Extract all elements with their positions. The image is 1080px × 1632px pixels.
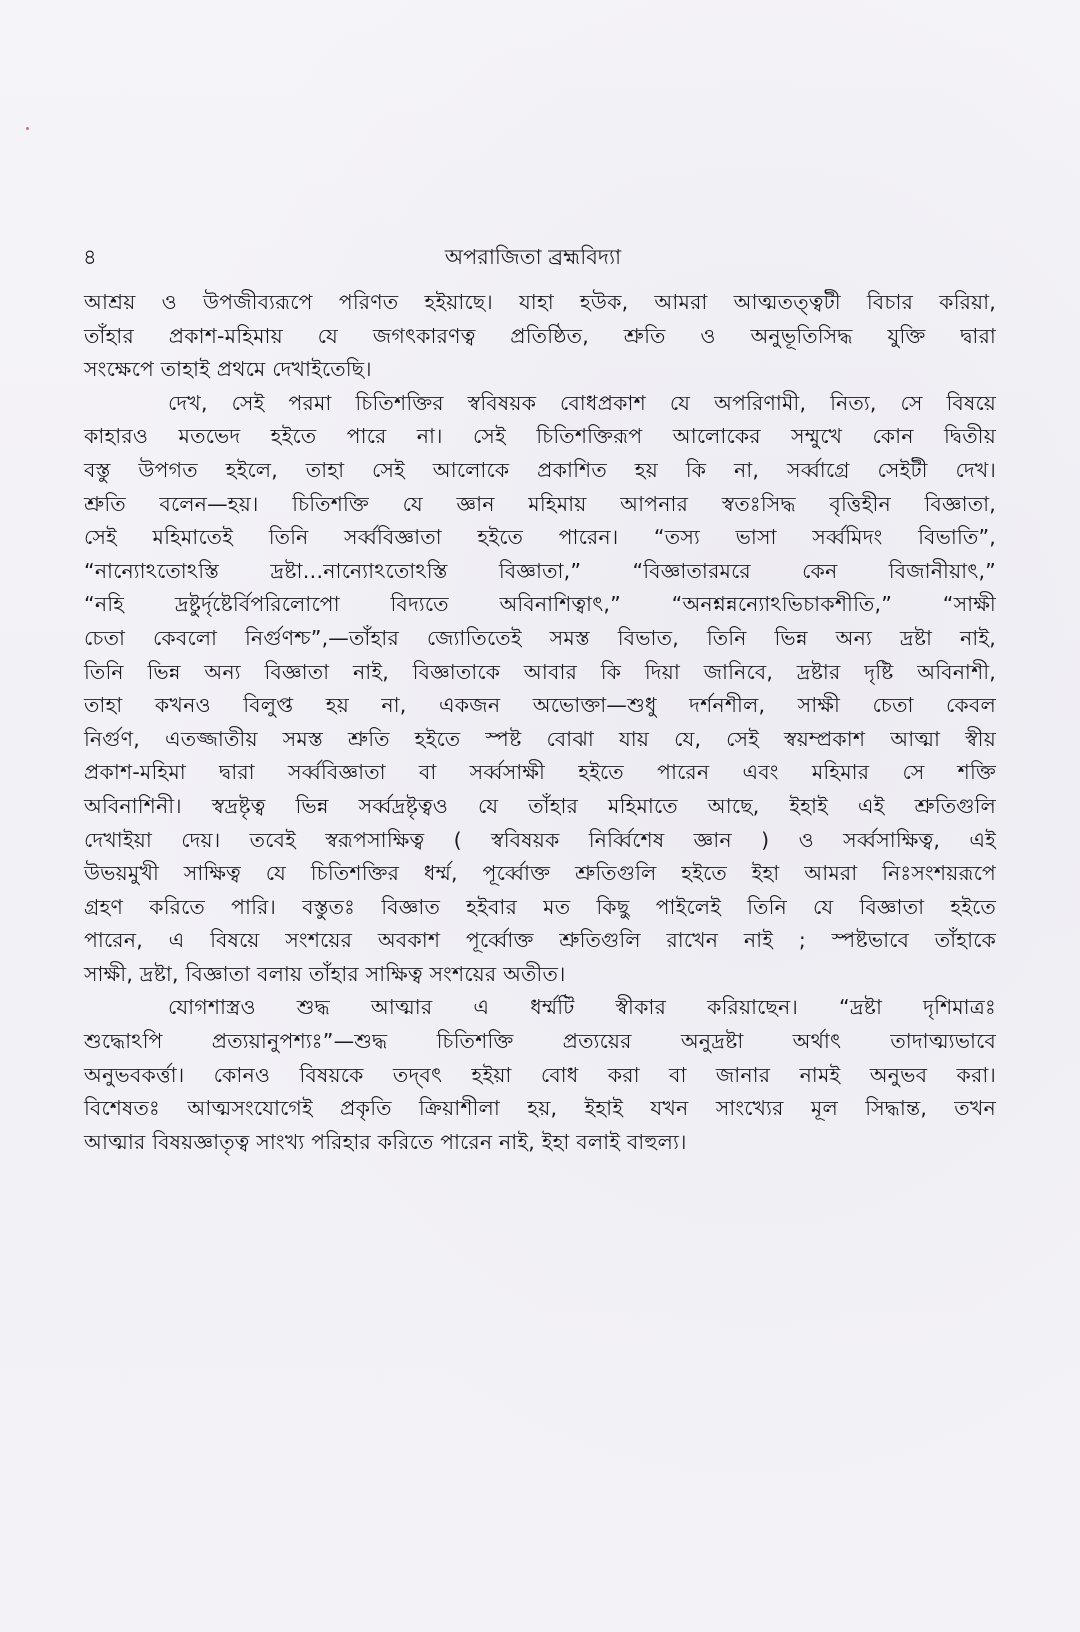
text-line: দেখাইয়া দেয়। তবেই স্বরূপসাক্ষিত্ব ( স্ববিষয়ক নির্ব্বিশেষ জ্ঞান ) ও সর্ব্বসাক্ষিত্ব, এই: [84, 827, 996, 852]
paragraph: [84, 991, 996, 1159]
text-line: কাহারও মতভেদ হইতে পারে না। সেই চিতিশক্তিরূপ আলোকের সম্মুখে কোন দ্বিতীয়: [84, 424, 996, 449]
text-line: সাক্ষী, দ্রষ্টা, বিজ্ঞাতা বলায় তাঁহার সাক্ষিত্ব সংশয়ের অতীত।: [84, 961, 566, 986]
text-line: অবিনাশিনী। স্বদ্রষ্টৃত্ব ভিন্ন সর্ব্বদ্রষ্টৃত্বও যে তাঁহার মহিমাতে আছে, ইহাই এই শ্রুতিগুলি: [84, 793, 996, 818]
text-line: শ্রুতি বলেন—হয়। চিতিশক্তি যে জ্ঞান মহিমায় আপনার স্বতঃসিদ্ধ বৃত্তিহীন বিজ্ঞাতা,: [84, 491, 996, 516]
text-line: সেই মহিমাতেই তিনি সর্ব্ববিজ্ঞাতা হইতে পারেন। “তস্য ভাসা সর্ব্বমিদং বিভাতি”,: [84, 525, 996, 550]
paragraph: [84, 286, 996, 387]
text-line: সংক্ষেপে তাহাই প্রথমে দেখাইতেছি।: [84, 357, 372, 382]
text-line: আত্মার বিষয়জ্ঞাতৃত্ব সাংখ্য পরিহার করিতে পারেন নাই, ইহা বলাই বাহুল্য।: [84, 1129, 687, 1154]
text-line: দেখ, সেই পরমা চিতিশক্তির স্ববিষয়ক বোধপ্রকাশ যে অপরিণামী, নিত্য, সে বিষয়ে: [168, 390, 996, 415]
page-number: ৪: [83, 245, 97, 269]
running-title: অপরাজিতা ব্রহ্মবিদ্যা: [444, 245, 622, 269]
paragraph: [84, 387, 996, 992]
page-header: [83, 240, 983, 274]
text-line: তিনি ভিন্ন অন্য বিজ্ঞাতা নাই, বিজ্ঞাতাকে আবার কি দিয়া জানিবে, দ্রষ্টার দৃষ্টি অবিনাশী,: [84, 659, 996, 684]
text-line: বিশেষতঃ আত্মসংযোগেই প্রকৃতি ক্রিয়াশীলা হয়, ইহাই যখন সাংখ্যের মূল সিদ্ধান্ত, তখন: [84, 1096, 996, 1121]
text-line: গ্রহণ করিতে পারি। বস্তুতঃ বিজ্ঞাত হইবার মত কিছু পাইলেই তিনি যে বিজ্ঞাতা হইতে: [84, 894, 996, 919]
text-line: তাঁহার প্রকাশ-মহিমায় যে জগৎকারণত্ব প্রতিষ্ঠিত, শ্রুতি ও অনুভূতিসিদ্ধ যুক্তি দ্বারা: [84, 323, 996, 348]
text-line: বস্তু উপগত হইলে, তাহা সেই আলোকে প্রকাশিত হয় কি না, সর্ব্বাগ্রে সেইটী দেখ।: [84, 457, 996, 482]
text-line: চেতা কেবলো নির্গুণশ্চ”,—তাঁহার জ্যোতিতেই সমস্ত বিভাত, তিনি ভিন্ন অন্য দ্রষ্টা নাই,: [84, 625, 996, 650]
text-line: নির্গুণ, এতজ্জাতীয় সমস্ত শ্রুতি হইতে স্পষ্ট বোঝা যায় যে, সেই স্বয়ম্প্রকাশ আত্মা স্বীয়: [84, 726, 996, 751]
ink-speck: [26, 127, 29, 130]
text-line: পারেন, এ বিষয়ে সংশয়ের অবকাশ পূর্ব্বোক্ত শ্রুতিগুলি রাখেন নাই ; স্পষ্টভাবে তাঁহাকে: [84, 928, 996, 953]
body-text: [84, 286, 996, 1159]
text-line: প্রকাশ-মহিমা দ্বারা সর্ব্ববিজ্ঞাতা বা সর্ব্বসাক্ষী হইতে পারেন এবং মহিমার সে শক্তি: [84, 760, 996, 785]
text-line: উভয়মুখী সাক্ষিত্ব যে চিতিশক্তির ধর্ম্ম, পূর্ব্বোক্ত শ্রুতিগুলি হইতে ইহা আমরা নিঃসংশয়রূপে: [84, 861, 996, 886]
text-line: “নান্যোঽতোঽস্তি দ্রষ্টা…নান্যোঽতোঽস্তি বিজ্ঞাতা,” “বিজ্ঞাতারমরে কেন বিজানীয়াৎ,”: [84, 558, 996, 583]
text-line: আশ্রয় ও উপজীব্যরূপে পরিণত হইয়াছে। যাহা হউক, আমরা আত্মতত্ত্বটী বিচার করিয়া,: [84, 290, 996, 314]
text-line: “নহি দ্রষ্টুর্দৃষ্টের্বিপরিলোপো বিদ্যতে অবিনাশিত্বাৎ,” “অনশ্নন্নন্যোঽভিচাকশীতি,” “সাক্ষী: [84, 592, 996, 617]
text-line: যোগশাস্ত্রও শুদ্ধ আত্মার এ ধর্ম্মটি স্বীকার করিয়াছেন। “দ্রষ্টা দৃশিমাত্রঃ: [168, 995, 996, 1020]
text-line: শুদ্ধোঽপি প্রত্যয়ানুপশ্যঃ”—শুদ্ধ চিতিশক্তি প্রত্যয়ের অনুদ্রষ্টা অর্থাৎ তাদাত্ম্যভাবে: [84, 1029, 996, 1054]
text-line: তাহা কখনও বিলুপ্ত হয় না, একজন অভোক্তা—শুধু দর্শনশীল, সাক্ষী চেতা কেবল: [84, 693, 996, 718]
text-line: অনুভবকর্ত্তা। কোনও বিষয়কে তদ্‌বৎ হইয়া বোধ করা বা জানার নামই অনুভব করা।: [84, 1062, 996, 1087]
